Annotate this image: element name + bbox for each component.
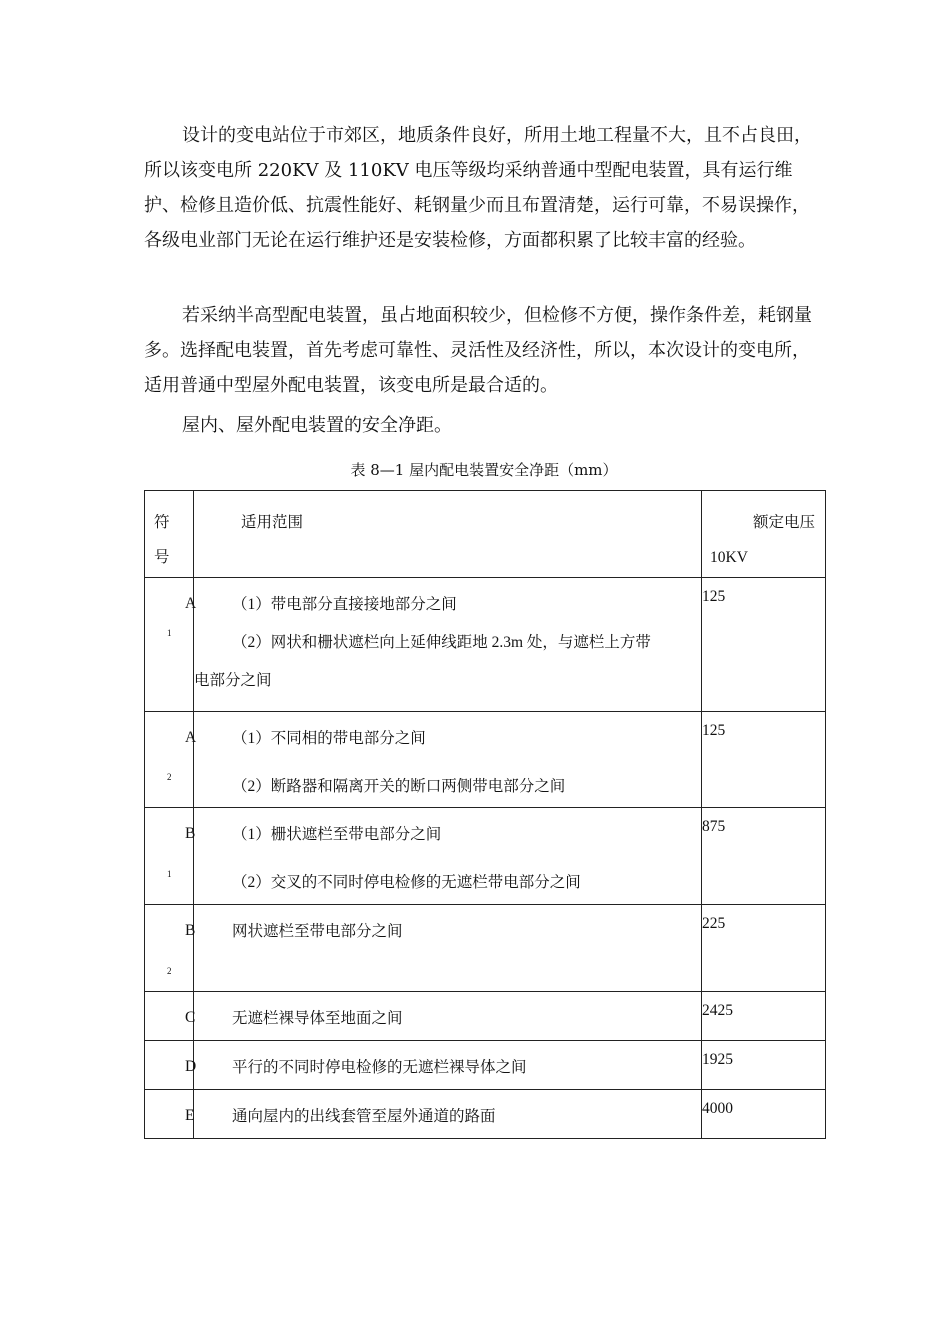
header-voltage-line1: 额定电压 bbox=[752, 514, 815, 531]
range-item: （1）带电部分直接接地部分之间 bbox=[232, 596, 457, 613]
symbol-letter: E bbox=[185, 1107, 195, 1124]
table-caption: 表 8—1 屋内配电装置安全净距（mm） bbox=[350, 461, 618, 479]
value-cell: 4000 bbox=[702, 1090, 826, 1139]
symbol-cell bbox=[145, 578, 197, 712]
symbol-letter: B bbox=[185, 922, 196, 939]
clearance-table bbox=[144, 490, 826, 1139]
range-item: 平行的不同时停电检修的无遮栏裸导体之间 bbox=[232, 1059, 527, 1076]
paragraph-semi-high-comparison: 若采纳半高型配电装置，虽占地面积较少，但检修不方便，操作条件差，耗钢量多。选择配电装置，首先考虑可靠性、灵活性及经济性，所以，本次设计的变电所，适用普通中型屋外配电装置，该变电所是最合适的。 bbox=[144, 305, 812, 396]
symbol-subscript: 1 bbox=[167, 628, 172, 638]
value-cell: 125 bbox=[702, 712, 826, 808]
range-item: 网状遮栏至带电部分之间 bbox=[232, 923, 403, 940]
value-cell: 875 bbox=[702, 808, 826, 905]
table-row bbox=[145, 1090, 826, 1139]
symbol-cell bbox=[145, 905, 194, 992]
range-item: （2）断路器和隔离开关的断口两侧带电部分之间 bbox=[232, 778, 566, 795]
header-symbol-line2: 号 bbox=[154, 549, 170, 566]
header-voltage-line2: 10KV bbox=[710, 549, 748, 566]
header-voltage-cell bbox=[702, 491, 826, 578]
paragraph-clearance-intro: 屋内、屋外配电装置的安全净距。 bbox=[182, 415, 452, 436]
table-row bbox=[145, 1041, 826, 1090]
table-row bbox=[145, 808, 826, 905]
range-cell bbox=[194, 1041, 702, 1090]
symbol-cell bbox=[145, 712, 197, 808]
symbol-cell bbox=[145, 808, 194, 905]
table-row bbox=[145, 905, 826, 992]
range-item: （1）不同相的带电部分之间 bbox=[232, 730, 426, 747]
range-cell bbox=[194, 712, 702, 808]
symbol-subscript: 2 bbox=[167, 772, 172, 782]
range-item-wrapped: （2）网状和栅状遮栏向上延伸线距地 2.3m 处，与遮栏上方带 bbox=[232, 634, 651, 651]
symbol-cell bbox=[145, 1090, 194, 1139]
range-item-continuation: 电部分之间 bbox=[194, 672, 272, 689]
table-row bbox=[145, 992, 826, 1041]
table-header-row bbox=[145, 491, 826, 578]
value-cell: 1925 bbox=[702, 1041, 826, 1090]
header-symbol-cell bbox=[145, 491, 194, 578]
range-cell bbox=[194, 808, 702, 905]
value-cell: 125 bbox=[702, 578, 826, 712]
range-item: 通向屋内的出线套管至屋外通道的路面 bbox=[232, 1108, 496, 1125]
table-row bbox=[145, 712, 826, 808]
table-row bbox=[145, 578, 826, 712]
symbol-letter: A bbox=[185, 595, 197, 612]
paragraph-site-description: 设计的变电站位于市郊区，地质条件良好，所用土地工程量不大，且不占良田，所以该变电所 220KV 及 110KV 电压等级均采纳普通中型配电装置，具有运行维护、检修且造价低、抗震性能好、耗钢量少而且布置清楚，运行可靠，不易误操作，各级电业部门无论在运行维护还是安装检修，方面都积累了比较丰富的经验。 bbox=[144, 125, 812, 251]
range-item: （1）栅状遮栏至带电部分之间 bbox=[232, 826, 442, 843]
range-cell bbox=[194, 992, 702, 1041]
header-symbol-line1: 符 bbox=[154, 514, 170, 531]
symbol-cell bbox=[145, 1041, 197, 1090]
range-item: （2）交叉的不同时停电检修的无遮栏带电部分之间 bbox=[232, 874, 581, 891]
symbol-letter: A bbox=[185, 729, 197, 746]
range-cell bbox=[194, 1090, 702, 1139]
header-range-cell bbox=[194, 491, 702, 578]
value-cell: 2425 bbox=[702, 992, 826, 1041]
symbol-subscript: 2 bbox=[167, 966, 172, 976]
symbol-letter: C bbox=[185, 1009, 196, 1026]
symbol-cell bbox=[145, 992, 194, 1041]
symbol-subscript: 1 bbox=[167, 869, 172, 879]
symbol-letter: B bbox=[185, 825, 196, 842]
value-cell: 225 bbox=[702, 905, 826, 992]
range-cell bbox=[194, 905, 702, 992]
symbol-letter: D bbox=[185, 1058, 197, 1075]
range-item: 无遮栏裸导体至地面之间 bbox=[232, 1010, 403, 1027]
header-range-label: 适用范围 bbox=[241, 514, 304, 531]
range-cell bbox=[194, 578, 702, 712]
